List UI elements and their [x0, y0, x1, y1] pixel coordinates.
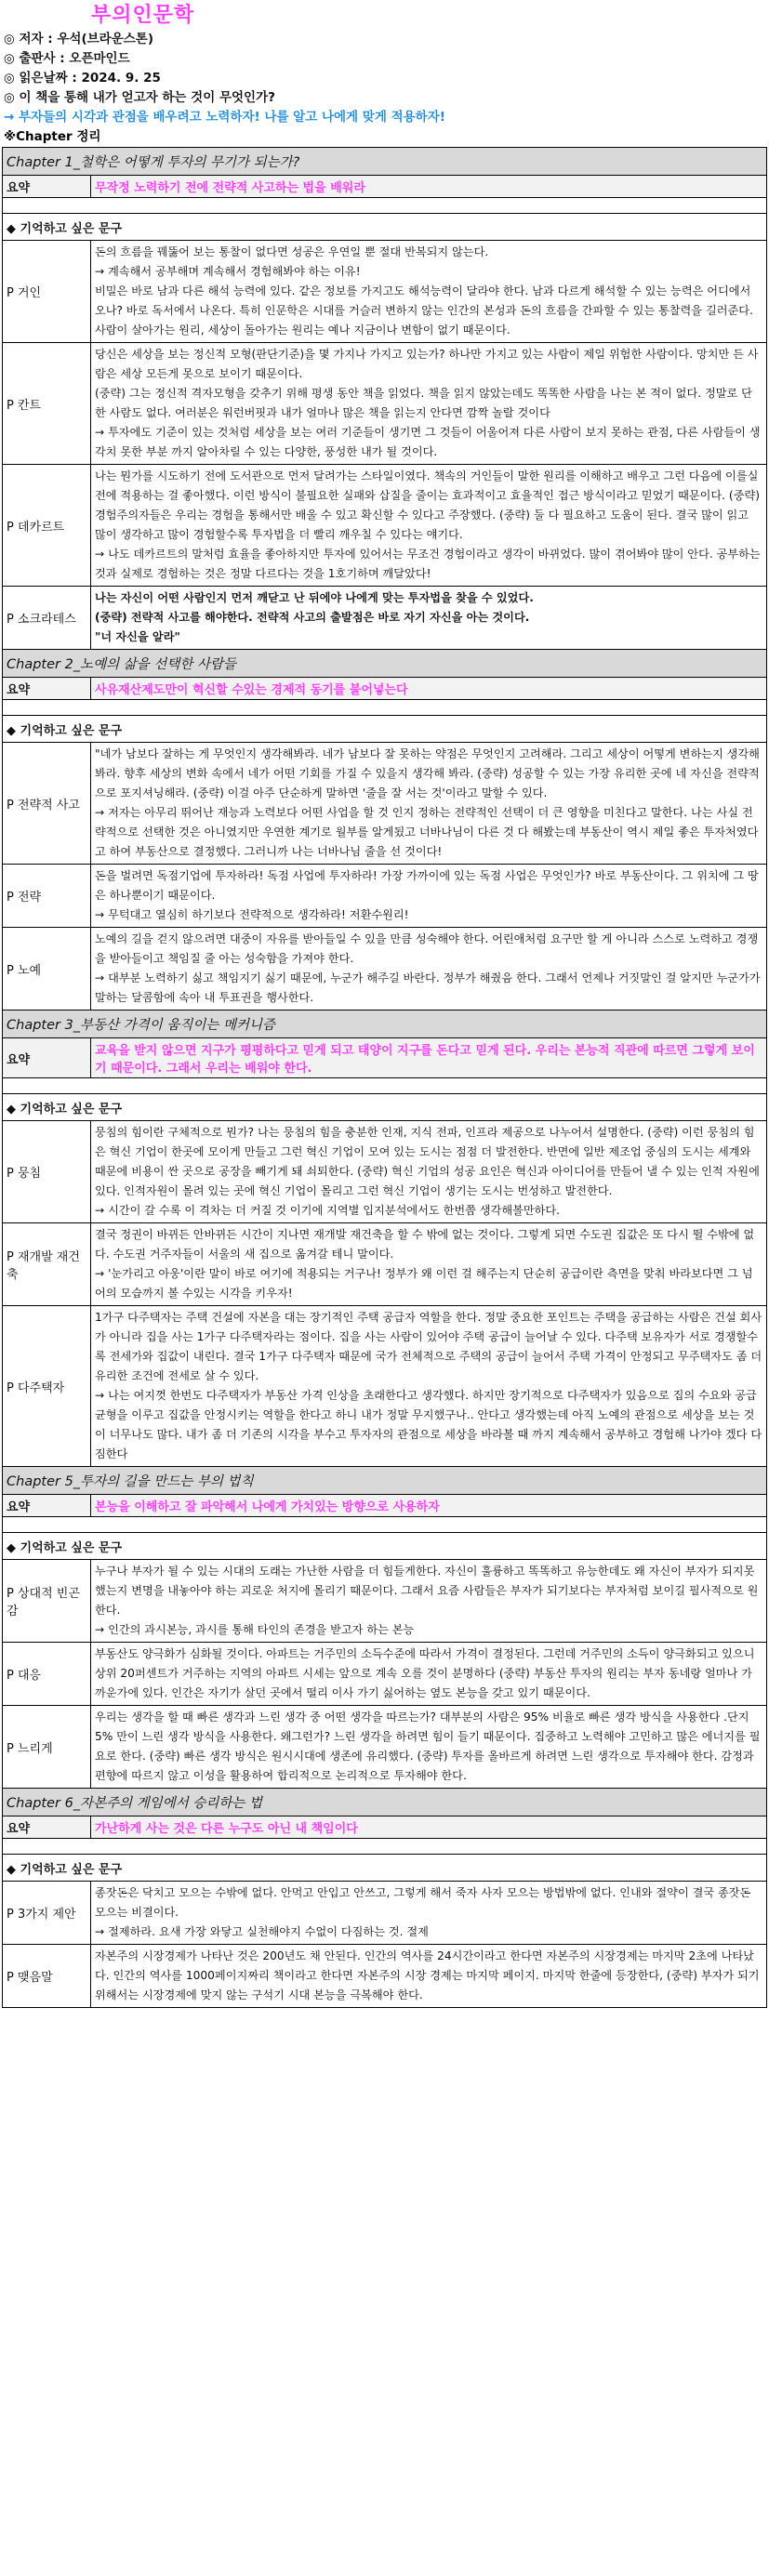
quote-row	[3, 1945, 767, 2008]
chapter-title: Chapter 2_노예의 삶을 선택한 사람들	[3, 650, 767, 678]
quotes-heading: ◆ 기억하고 싶은 문구	[3, 1533, 767, 1560]
quotes-heading-row	[3, 1855, 767, 1882]
quote-label: P 전략	[3, 865, 91, 928]
author-line: ◎ 저자 : 우석(브라운스톤)	[4, 32, 153, 46]
quote-text: 자본주의 시장경제가 나타난 것은 200년도 채 안된다. 인간의 역사를 24시간이라고 한다면 자본주의 시장경제는 마지막 2초에 나타났다. 인간의 역사를 1000페이지짜리 책이라고 한다면 자본주의 시장 경제는 마지막 페이지. 마지막 한줄에 등장한다, (중략) 부자가 되기 위해서는 시장경제에 맞지 않는 구석기 시대 본능을 극복해야 한다.	[91, 1945, 767, 2008]
spacer-cell	[3, 198, 767, 214]
quotes-heading: ◆ 기억하고 싶은 문구	[3, 1855, 767, 1882]
quote-label: P 3가지 제안	[3, 1882, 91, 1945]
quote-text: 우리는 생각을 할 때 빠른 생각과 느린 생각 중 어떤 생각을 따르는가? 대부분의 사람은 95% 비율로 빠른 생각 방식을 사용한다 .단지 5% 만이 느린 생각 방식을 사용한다. 왜그런가? 느린 생각을 하려면 힘이 들기 때문이다. 집중하고 노력해야 고민하고 많은 에너지를 필요로 한다. (중략) 빠른 생각 방식은 원시시대에 생존에 유리했다. (중략) 투자를 올바르게 하려면 느린 생각으로 투자해야 한다. 감정과 편향에 따르지 않고 이성을 활용하여 합리적으로 논리적으로 투자해야 한다.	[91, 1706, 767, 1789]
quote-text: "네가 남보다 잘하는 게 무엇인지 생각해봐라. 네가 남보다 잘 못하는 약점은 무엇인지 고려해라. 그리고 세상이 어떻게 변하는지 생각해봐라. 향후 세상의 변화 속에서 네가 어떤 기회를 가질 수 있을지 생각해 봐라. (중략) 성공할 수 있는 가장 유리한 곳에 네 자신을 전략적으로 포지셔닝해라. (중략) 이걸 아주 단순하게 말하면 '줄을 잘 서는 것'이라고 말할 수 있다. → 저자는 아무리 뛰어난 재능과 노력보다 어떤 사업을 할 것 인지 정하는 전략적인 선택이 더 큰 영향을 미친다고 말한다. 나는 사실 전략적으로 선택한 것은 아니였지만 우연한 계기로 월부를 알게됬고 너바나님이 다른 것 다 해봤는데 부동산이 역시 제일 좋은 투자처였다고 하여 부동산으로 결정했다. 그러니까 나는 너바나님 줄을 선 것이다!	[91, 743, 767, 865]
quotes-heading: ◆ 기억하고 싶은 문구	[3, 1094, 767, 1121]
quote-text: 돈의 흐름을 꿰뚫어 보는 통찰이 없다면 성공은 우연일 뿐 절대 반복되지 않는다. → 계속해서 공부해며 계속해서 경험해봐야 하는 이유! 비밀은 바로 남과 다른 해석 능력에 있다. 같은 정보를 가지고도 해석능력이 달라야 한다. 남과 다르게 해석할 수 있는 능력은 어디에서 오나? 바로 독서에서 나온다. 특히 인문학은 시대를 거슬러 변하지 않는 인간의 본성과 돈의 흐름을 간파할 수 있는 통찰력을 길러준다. 사람이 살아가는 원리, 세상이 돌아가는 원리는 예나 지금이나 변함이 없기 때문이다.	[91, 241, 767, 343]
quote-label: P 노예	[3, 928, 91, 1011]
spacer-row	[3, 198, 767, 214]
quotes-heading-row	[3, 214, 767, 241]
quote-label: P 상대적 빈곤감	[3, 1560, 91, 1643]
chapter-table	[2, 147, 767, 2008]
quote-label: P 거인	[3, 241, 91, 343]
quote-row	[3, 1643, 767, 1706]
quote-row	[3, 1121, 767, 1223]
chapter-summary-heading: ※Chapter 정리	[4, 129, 101, 144]
summary-label: 요약	[3, 1495, 91, 1517]
chapter-title: Chapter 1_철학은 어떻게 투자의 무기가 되는가?	[3, 148, 767, 176]
summary-label: 요약	[3, 1038, 91, 1078]
quotes-heading: ◆ 기억하고 싶은 문구	[3, 214, 767, 241]
chapter-title-row	[3, 1467, 767, 1495]
summary-row	[3, 1495, 767, 1517]
quote-row	[3, 1706, 767, 1789]
chapter-title-row	[3, 650, 767, 678]
quote-label: P 다주택자	[3, 1306, 91, 1467]
quote-row	[3, 1223, 767, 1306]
quote-text: 나는 자신이 어떤 사람인지 먼저 깨닫고 난 뒤에야 나에게 맞는 투자법을 찾을 수 있었다. (중략) 전략적 사고를 해야한다. 전략적 사고의 출발점은 바로 자기 자신을 아는 것이다. "너 자신을 알라"	[91, 587, 767, 650]
quote-text: 노예의 길을 걷지 않으려면 대중이 자유를 받아들일 수 있을 만큼 성숙해야 한다. 어린애처럼 요구만 할 게 아니라 스스로 노력하고 경쟁을 받아들이고 책임질 줄 아는 성숙함을 가져야 한다. → 대부분 노력하기 싫고 책임지기 싫기 때문에, 누군가 해주길 바란다. 정부가 해줬음 한다. 그래서 언제나 거짓말인 걸 알지만 누군가가 말하는 달콤함에 속아 내 투표권을 행사한다.	[91, 928, 767, 1011]
spacer-cell	[3, 1078, 767, 1094]
summary-row	[3, 176, 767, 198]
quote-row	[3, 1306, 767, 1467]
chapter-title-row	[3, 1789, 767, 1816]
quote-text: 돈을 벌려면 독점기업에 투자하라! 독점 사업에 투자하라! 가장 가까이에 있는 독점 사업은 무엇인가? 바로 부동산이다. 그 위치에 그 땅은 하나뿐이기 때문이다. → 무턱대고 열심히 하기보다 전략적으로 생각하라! 저환수원리!	[91, 865, 767, 928]
quote-text: 뭉침의 힘이란 구체적으로 뭔가? 나는 뭉침의 힘을 충분한 인재, 지식 전파, 인프라 제공으로 나누어서 설명한다. (중략) 이런 뭉침의 힘은 혁신 기업이 한곳에 모이게 만들고 그런 혁신 기업이 모여 있는 도시는 점점 더 발전한다. 반면에 일반 제조업 중심의 도시는 세계와 때문에 비용이 싼 곳으로 공장을 빼기게 돼 쇠퇴한다. (중략) 혁신 기업의 성공 요인은 혁신과 아이디어를 만들어 낼 수 있는 인적 자원에 있다. 인적자원이 몰려 있는 곳에 혁신 기업이 몰리고 그런 혁신 기업이 생기는 도시는 번성하고 발전한다. → 시간이 갈 수록 이 격차는 더 커질 것 이기에 지역별 입지분석에서도 한번쯤 생각해볼만하다.	[91, 1121, 767, 1223]
quote-row	[3, 465, 767, 587]
summary-label: 요약	[3, 678, 91, 700]
summary-label: 요약	[3, 176, 91, 198]
quote-row	[3, 865, 767, 928]
summary-text: 사유재산제도만이 혁신할 수있는 경제적 동기를 불어넣는다	[91, 678, 767, 700]
summary-row	[3, 1038, 767, 1078]
summary-text: 교육을 받지 않으면 지구가 평평하다고 믿게 되고 태양이 지구를 돈다고 믿게 된다. 우리는 본능적 직관에 따르면 그렇게 보이기 때문이다. 그래서 우리는 배워야 한다.	[91, 1038, 767, 1078]
quote-label: P 소크라테스	[3, 587, 91, 650]
quote-text: 부동산도 양극화가 심화될 것이다. 아파트는 거주민의 소득수준에 따라서 가격이 결정된다. 그런데 거주민의 소득이 양극화되고 있으니 상위 20퍼센트가 거주하는 지역의 아파트 시세는 앞으로 계속 오를 것이 분명하다 (중략) 부동산 투자의 원리는 부자 동네랑 얼마나 가까운가에 있다. 인간은 자기가 살던 곳에서 떨리 이사 가기 싫어하는 옆도 본능을 갖고 있기 때문이다.	[91, 1643, 767, 1706]
spacer-row	[3, 1078, 767, 1094]
quotes-heading-row	[3, 1533, 767, 1560]
summary-text: 무작정 노력하기 전에 전략적 사고하는 법을 배워라	[91, 176, 767, 198]
quote-label: P 뭉침	[3, 1121, 91, 1223]
read-date-line: ◎ 읽은날짜 : 2024. 9. 25	[4, 71, 161, 86]
quote-row	[3, 587, 767, 650]
quote-row	[3, 241, 767, 343]
quote-label: P 재개발 재건축	[3, 1223, 91, 1306]
quote-row	[3, 928, 767, 1011]
quote-row	[3, 343, 767, 465]
summary-label: 요약	[3, 1816, 91, 1839]
chapter-title: Chapter 6_자본주의 게임에서 승리하는 법	[3, 1789, 767, 1816]
chapter-title-row	[3, 1011, 767, 1038]
quote-text: 당신은 세상을 보는 정신적 모형(판단기준)을 몇 가지나 가지고 있는가? 하나만 가지고 있는 사람이 제일 위험한 사람이다. 망치만 든 사람은 세상 모든게 못으로 보이기 때문이다. (중략) 그는 정신적 격자모형을 갖추기 위해 평생 동안 책을 읽었다. 책을 읽지 않았는데도 똑똑한 사람을 나는 본 적이 없다. 정말로 단 한 사람도 없다. 여러분은 워런버핏과 내가 얼마나 많은 책을 읽는지 안다면 깜짝 놀랄 것이다 → 투자에도 기준이 있는 것처럼 세상을 보는 여러 기준들이 생기면 그 것들이 어울어져 다른 사람이 보지 못하는 관점, 다른 사람들이 생각치 못한 부분 까지 알아차릴 수 있는 다양한, 풍성한 내가 될 것이다.	[91, 343, 767, 465]
summary-row	[3, 678, 767, 700]
quote-row	[3, 1560, 767, 1643]
spacer-row	[3, 1839, 767, 1855]
chapter-title-row	[3, 148, 767, 176]
quote-text: 1가구 다주택자는 주택 건설에 자본을 대는 장기적인 주택 공급자 역할을 한다. 정말 중요한 포인트는 주택을 공급하는 사람은 건설 회사가 아니라 집을 사는 1가구 다주택자라는 점이다. 집을 사는 사람이 있어야 주택 공급이 늘어날 수 있다. 다주택 보유자가 서로 경쟁할수록 전세가와 집값이 내린다. 결국 1가구 다주택자 때문에 국가 전체적으로 주택의 공급이 늘어서 주택 가격이 안정되고 무주택자도 좀 더 유리한 조건에 전세로 살 수 있다. → 나는 여지껏 한번도 다주택자가 부동산 가격 인상을 초래한다고 생각했다. 하지만 장기적으로 다주택자가 있음으로 집의 수요와 공급 균형을 이루고 집값을 안정시키는 역할을 한다고 하니 내가 정말 무지했구나.. 안다고 생각했는데 아직 노예의 관점으로 세상을 보는 것이 너무나도 많다. 내가 좀 더 기존의 시각을 부수고 투자자의 관점으로 세상을 바라볼 때 까지 계속해서 공부하고 경험해 나가야 겠다 다짐한다	[91, 1306, 767, 1467]
summary-text: 본능을 이해하고 잘 파악해서 나에게 가치있는 방향으로 사용하자	[91, 1495, 767, 1517]
book-title: 부의인문학	[91, 3, 195, 27]
quote-text: 종잣돈은 닥치고 모으는 수밖에 없다. 안먹고 안입고 안쓰고, 그렇게 해서 죽자 사자 모으는 방법밖에 없다. 인내와 절약이 결국 종잣돈 모으는 비결이다. → 절제하라. 요새 가장 와닿고 실천해야지 수없이 다짐하는 것. 절제	[91, 1882, 767, 1945]
spacer-row	[3, 700, 767, 716]
book-meta	[0, 30, 769, 147]
quotes-heading-row	[3, 1094, 767, 1121]
quote-text: 누구나 부자가 될 수 있는 시대의 도래는 가난한 사람을 더 힘들게한다. 자신이 훌륭하고 똑똑하고 유능한데도 왜 자신이 부자가 되지못했는지 변명을 내놓아야 하는 괴로운 처지에 몰리기 때문이다. 그래서 요즘 사람들은 부자가 되기보다는 부자처럼 보이길 필사적으로 원한다. → 인간의 과시본능, 과시를 통해 타인의 존경을 받고자 하는 본능	[91, 1560, 767, 1643]
quote-text: 나는 뭔가를 시도하기 전에 도서관으로 먼저 달려가는 스타일이였다. 책속의 거인들이 말한 원리를 이해하고 배우고 그런 다음에 이를실전에 적용하는 걸 좋아했다. 이런 방식이 불필요한 실패와 삽질을 줄이는 효과적이고 효율적인 접근 방식이라고 믿었기 때문이다. (중략) 경험주의자들은 우리는 경험을 통해서만 배울 수 있고 확신할 수 있다고 주장했다. (중략) 둘 다 필요하고 도움이 된다. 결국 많이 읽고 많이 생각하고 많이 경험할수록 투자법을 더 빨리 깨우칠 수 있다는 얘기다. → 나도 데카르트의 말처럼 효율을 좋아하지만 투자에 있어서는 무조건 경험이라고 생각이 바뀌었다. 많이 겪어봐야 많이 안다. 공부하는 것과 실제로 경험하는 것은 정말 다르다는 것을 1호기하며 깨달았다!	[91, 465, 767, 587]
question-line: ◎ 이 책을 통해 내가 얻고자 하는 것이 무엇인가?	[4, 90, 275, 105]
quote-text: 결국 정권이 바뀌든 안바뀌든 시간이 지나면 재개발 재건축을 할 수 밖에 없는 것이다. 그렇게 되면 수도권 집값은 또 다시 뛸 수밖에 없다. 수도권 거주자들이 서울의 새 집으로 옮겨갈 테니 말이다. → '눈가리고 아웅'이란 말이 바로 여기에 적용되는 거구나! 정부가 왜 이런 걸 해주는지 단순히 공급이란 측면을 맞춰 바라보다면 그 넘어의 모습까지 볼 수있는 시각을 키우자!	[91, 1223, 767, 1306]
summary-text: 가난하게 사는 것은 다른 누구도 아닌 내 책임이다	[91, 1816, 767, 1839]
publisher-line: ◎ 출판사 : 오픈마인드	[4, 51, 130, 66]
quote-label: P 맺음말	[3, 1945, 91, 2008]
quotes-heading: ◆ 기억하고 싶은 문구	[3, 716, 767, 743]
quote-label: P 대응	[3, 1643, 91, 1706]
answer-line: → 부자들의 시각과 관점을 배우려고 노력하자! 나를 알고 나에게 맞게 적용하자!	[4, 110, 445, 125]
chapter-title: Chapter 3_부동산 가격이 움직이는 메커니즘	[3, 1011, 767, 1038]
quotes-heading-row	[3, 716, 767, 743]
summary-row	[3, 1816, 767, 1839]
quote-label: P 데카르트	[3, 465, 91, 587]
spacer-cell	[3, 1839, 767, 1855]
quote-label: P 느리게	[3, 1706, 91, 1789]
quote-row	[3, 1882, 767, 1945]
quote-label: P 칸트	[3, 343, 91, 465]
quote-label: P 전략적 사고	[3, 743, 91, 865]
quote-row	[3, 743, 767, 865]
chapter-title: Chapter 5_투자의 길을 만드는 부의 법칙	[3, 1467, 767, 1495]
spacer-cell	[3, 1517, 767, 1533]
spacer-cell	[3, 700, 767, 716]
spacer-row	[3, 1517, 767, 1533]
